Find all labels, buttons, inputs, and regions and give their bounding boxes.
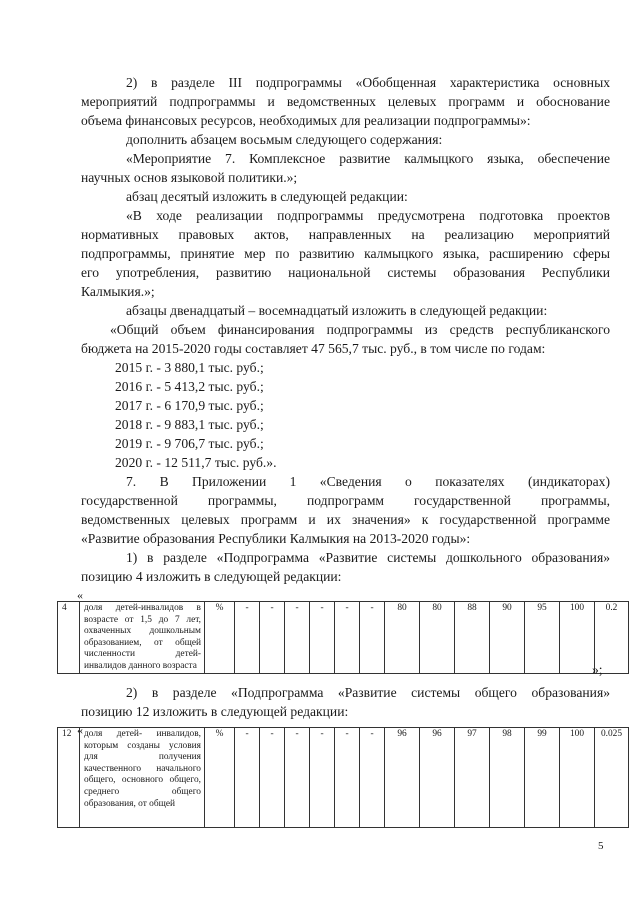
year-2020: 2020 г. - 12 511,7 тыс. руб.».	[115, 455, 277, 470]
section2-p3-line-1: «Мероприятие 7. Комплексное развитие калмыцкого языка, обеспечение	[126, 151, 610, 166]
item1-line-2: позицию 4 изложить в следующей редакции:	[81, 569, 342, 584]
value-cell: 97	[455, 728, 490, 828]
open-quote-1: «	[77, 588, 83, 602]
value-cell: -	[260, 602, 285, 674]
table-row	[58, 602, 629, 674]
section2-p1-line-2: мероприятий подпрограммы и ведомственных целевых программ и обоснование	[81, 94, 610, 109]
section7-p1-line-1: 7. В Приложении 1 «Сведения о показателях (индикаторах)	[126, 474, 610, 489]
value-cell: -	[235, 602, 260, 674]
value-cell: 80	[420, 602, 455, 674]
year-2016: 2016 г. - 5 413,2 тыс. руб.;	[115, 379, 264, 394]
value-cell: 0.025	[595, 728, 629, 828]
indicator-description: доля детей- инвалидов, которым созданы условия для получения качественного начального общего, основного общего, среднего общего образования, от общей	[80, 728, 205, 828]
section2-p7-line-1: «Общий объем финансирования подпрограммы из средств республиканского	[110, 322, 610, 337]
item1-line-1: 1) в разделе «Подпрограмма «Развитие системы дошкольного образования»	[126, 550, 610, 565]
value-cell: -	[335, 728, 360, 828]
value-cell: 0.2	[595, 602, 629, 674]
section2-p5-line-1: «В ходе реализации подпрограммы предусмотрена подготовка проектов	[126, 208, 610, 223]
value-cell: 95	[525, 602, 560, 674]
item2-line-2: позицию 12 изложить в следующей редакции:	[81, 704, 349, 719]
section2-p6: абзацы двенадцатый – восемнадцатый изложить в следующей редакции:	[126, 303, 548, 318]
section7-p1-line-2: государственной программы, подпрограмм государственной программы,	[81, 493, 610, 508]
value-cell: -	[310, 728, 335, 828]
value-cell: 99	[525, 728, 560, 828]
indicator-table-position-4	[57, 601, 629, 674]
section2-p2: дополнить абзацем восьмым следующего содержания:	[126, 132, 443, 147]
section7-p1-line-4: «Развитие образования Республики Калмыкия на 2013-2020 годы»:	[81, 531, 471, 546]
value-cell: -	[260, 728, 285, 828]
section2-p4: абзац десятый изложить в следующей редакции:	[126, 189, 408, 204]
indicator-table-position-12	[57, 727, 629, 828]
section2-p1-line-1: 2) в разделе III подпрограммы «Обобщенная характеристика основных	[126, 75, 610, 90]
value-cell: 80	[385, 602, 420, 674]
value-cell: -	[235, 728, 260, 828]
section7-p1-line-3: ведомственных целевых программ и их значения» к государственной программе	[81, 512, 610, 527]
value-cell: -	[285, 728, 310, 828]
year-2018: 2018 г. - 9 883,1 тыс. руб.;	[115, 417, 264, 432]
page-number: 5	[598, 840, 604, 852]
value-cell: 100	[560, 728, 595, 828]
section2-p1-line-3: объема финансовых ресурсов, необходимых для реализации подпрограммы»:	[81, 113, 531, 128]
section2-p5-line-5: Калмыкия.»;	[81, 284, 155, 299]
section2-p5-line-3: подпрограммы, принятие мер по развитию калмыцкого языка, расширению сферы	[81, 246, 610, 261]
indicator-description: доля детей-инвалидов в возрасте от 1,5 до 7 лет, охваченных дошкольным образованием, от общей численности детей-инвалидов данного возраста	[80, 602, 205, 674]
value-cell: -	[310, 602, 335, 674]
value-cell: 96	[420, 728, 455, 828]
value-cell: 88	[455, 602, 490, 674]
value-cell: 100	[560, 602, 595, 674]
value-cell: 90	[490, 602, 525, 674]
value-cell: -	[335, 602, 360, 674]
value-cell: -	[285, 602, 310, 674]
year-2017: 2017 г. - 6 170,9 тыс. руб.;	[115, 398, 264, 413]
unit-cell: %	[205, 728, 235, 828]
value-cell: -	[360, 602, 385, 674]
value-cell: 98	[490, 728, 525, 828]
table-row	[58, 728, 629, 828]
section2-p3-line-2: научных основ языковой политики.»;	[81, 170, 298, 185]
item2-line-1: 2) в разделе «Подпрограмма «Развитие системы общего образования»	[126, 685, 610, 700]
section2-p5-line-4: его употребления, развитию национальной системы образования Республики	[81, 265, 610, 280]
position-number: 12	[58, 728, 80, 828]
position-number: 4	[58, 602, 80, 674]
section2-p5-line-2: нормативных правовых актов, направленных на реализацию мероприятий	[81, 227, 610, 242]
open-quote-2: «	[77, 723, 83, 737]
value-cell: -	[360, 728, 385, 828]
section2-p7-line-2: бюджета на 2015-2020 годы составляет 47 565,7 тыс. руб., в том числе по годам:	[81, 341, 546, 356]
close-quote-1: »;	[592, 662, 603, 677]
unit-cell: %	[205, 602, 235, 674]
year-2015: 2015 г. - 3 880,1 тыс. руб.;	[115, 360, 264, 375]
year-2019: 2019 г. - 9 706,7 тыс. руб.;	[115, 436, 264, 451]
value-cell: 96	[385, 728, 420, 828]
